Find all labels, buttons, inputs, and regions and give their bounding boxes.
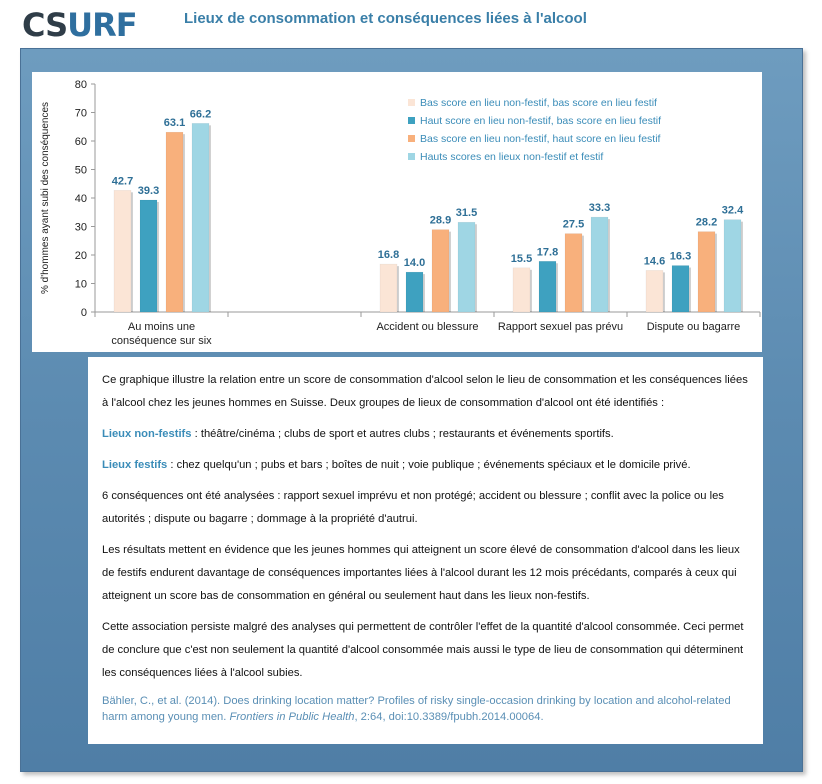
data-label: 32.4 bbox=[721, 204, 744, 217]
results-paragraph: Les résultats mettent en évidence que les jeunes hommes qui atteignent un score élevé de consommation d'alcool dans les lieux de festifs endurent davantage de conséquences importantes liées à l'alcool durant les 12 mois précédants, comparés à ceux qui atteignent un score bas de consommation en général ou seulement haut dans les lieux non-festifs. bbox=[102, 544, 740, 602]
x-tick-label: Dispute ou bagarre bbox=[646, 321, 741, 333]
data-label: 16.3 bbox=[669, 250, 692, 263]
bar bbox=[565, 234, 582, 312]
csurf-logo: CSURF bbox=[22, 6, 137, 44]
legend-label: Hauts scores en lieux non-festif et festif bbox=[420, 151, 604, 163]
x-tick-label: Accident ou blessure bbox=[376, 321, 479, 333]
bar bbox=[672, 266, 689, 312]
y-tick-label: 80 bbox=[74, 79, 87, 91]
intro-paragraph: Ce graphique illustre la relation entre un score de consommation d'alcool selon le lieu de consommation et les conséquences liées à l'alcool chez les jeunes hommes en Suisse. Deux groupes de lieux de consommation d'alcool ont été identifiés : bbox=[102, 374, 748, 409]
y-tick-label: 20 bbox=[74, 250, 87, 262]
y-tick-label: 10 bbox=[74, 278, 87, 291]
bar-chart bbox=[32, 72, 762, 352]
bar bbox=[539, 261, 556, 312]
data-label: 33.3 bbox=[588, 202, 611, 215]
non-festive-label: Lieux non-festifs bbox=[102, 428, 192, 440]
data-label: 28.2 bbox=[695, 216, 718, 229]
non-festive-text: : théâtre/cinéma ; clubs de sport et autres clubs ; restaurants et événements sportifs. bbox=[191, 428, 614, 440]
y-tick-label: 0 bbox=[80, 307, 87, 319]
consequences-paragraph: 6 conséquences ont été analysées : rapport sexuel imprévu et non protégé; accident ou blessure ; conflit avec la police ou les autorités ; dispute ou bagarre ; dommage à la propriété d'autrui. bbox=[102, 490, 724, 525]
ref-authors: Bähler, C., et al. (2014). Does drinking location matter? Profiles of risky single-occasion drinking by location and alcohol-related harm among young men. bbox=[102, 695, 731, 723]
legend-swatch bbox=[408, 117, 415, 124]
data-label: 14.6 bbox=[643, 255, 666, 268]
bar bbox=[140, 200, 157, 312]
bar bbox=[192, 123, 209, 312]
legend-label: Haut score en lieu non-festif, bas score en lieu festif bbox=[420, 115, 662, 127]
reference-citation bbox=[102, 693, 749, 725]
x-tick-label: conséquence sur six bbox=[111, 335, 212, 347]
bar bbox=[166, 132, 183, 312]
bar bbox=[513, 268, 530, 312]
data-label: 39.3 bbox=[137, 184, 160, 197]
festive-text: : chez quelqu'un ; pubs et bars ; boîtes de nuit ; voie publique ; événements spéciaux et le domicile privé. bbox=[167, 459, 691, 471]
y-tick-label: 30 bbox=[74, 221, 87, 234]
y-axis-title: % d'hommes ayant subi des conséquences bbox=[40, 101, 51, 295]
non-festive-paragraph bbox=[102, 423, 749, 446]
y-tick-label: 70 bbox=[74, 107, 87, 120]
festive-label: Lieux festifs bbox=[102, 459, 168, 471]
data-label: 63.1 bbox=[163, 117, 186, 130]
conclusion-paragraph: Cette association persiste malgré des analyses qui permettent de contrôler l'effet de la quantité d'alcool consommée. Ceci permet de conclure que c'est non seulement la quantité d'alcool consommée mais aussi le type de lieu de consommation qui déterminent les conséquences liées à l'alcool subies. bbox=[102, 621, 744, 679]
legend-label: Bas score en lieu non-festif, haut score en lieu festif bbox=[420, 133, 661, 145]
legend-swatch bbox=[408, 135, 415, 142]
bar bbox=[432, 230, 449, 312]
data-label: 28.9 bbox=[429, 214, 452, 227]
bar bbox=[724, 220, 741, 312]
ref-details: , 2:64, doi:10.3389/fpubh.2014.00064. bbox=[354, 711, 544, 723]
bar bbox=[646, 270, 663, 312]
bar bbox=[380, 264, 397, 312]
legend-swatch bbox=[408, 99, 415, 106]
data-label: 66.2 bbox=[189, 108, 212, 121]
bar bbox=[698, 232, 715, 312]
data-label: 17.8 bbox=[536, 246, 559, 259]
bar bbox=[114, 190, 131, 312]
legend-swatch bbox=[408, 153, 415, 160]
x-tick-label: Rapport sexuel pas prévu bbox=[497, 321, 624, 333]
data-label: 16.8 bbox=[377, 249, 400, 262]
legend-label: Bas score en lieu non-festif, bas score en lieu festif bbox=[420, 97, 657, 109]
description-box bbox=[88, 357, 763, 744]
festive-paragraph bbox=[102, 454, 749, 477]
data-label: 42.7 bbox=[111, 175, 134, 188]
bar bbox=[458, 222, 475, 312]
x-tick-label: Au moins une bbox=[127, 321, 196, 333]
bar bbox=[406, 272, 423, 312]
y-tick-label: 40 bbox=[74, 193, 87, 205]
data-label: 27.5 bbox=[562, 218, 585, 231]
y-tick-label: 60 bbox=[74, 136, 87, 148]
ref-journal: Frontiers in Public Health bbox=[229, 711, 355, 723]
data-label: 31.5 bbox=[455, 207, 478, 220]
bar bbox=[591, 217, 608, 312]
data-label: 15.5 bbox=[510, 252, 533, 265]
data-label: 14.0 bbox=[403, 257, 426, 270]
y-tick-label: 50 bbox=[74, 164, 87, 177]
page-title: Lieux de consommation et conséquences liées à l'alcool bbox=[184, 10, 587, 27]
